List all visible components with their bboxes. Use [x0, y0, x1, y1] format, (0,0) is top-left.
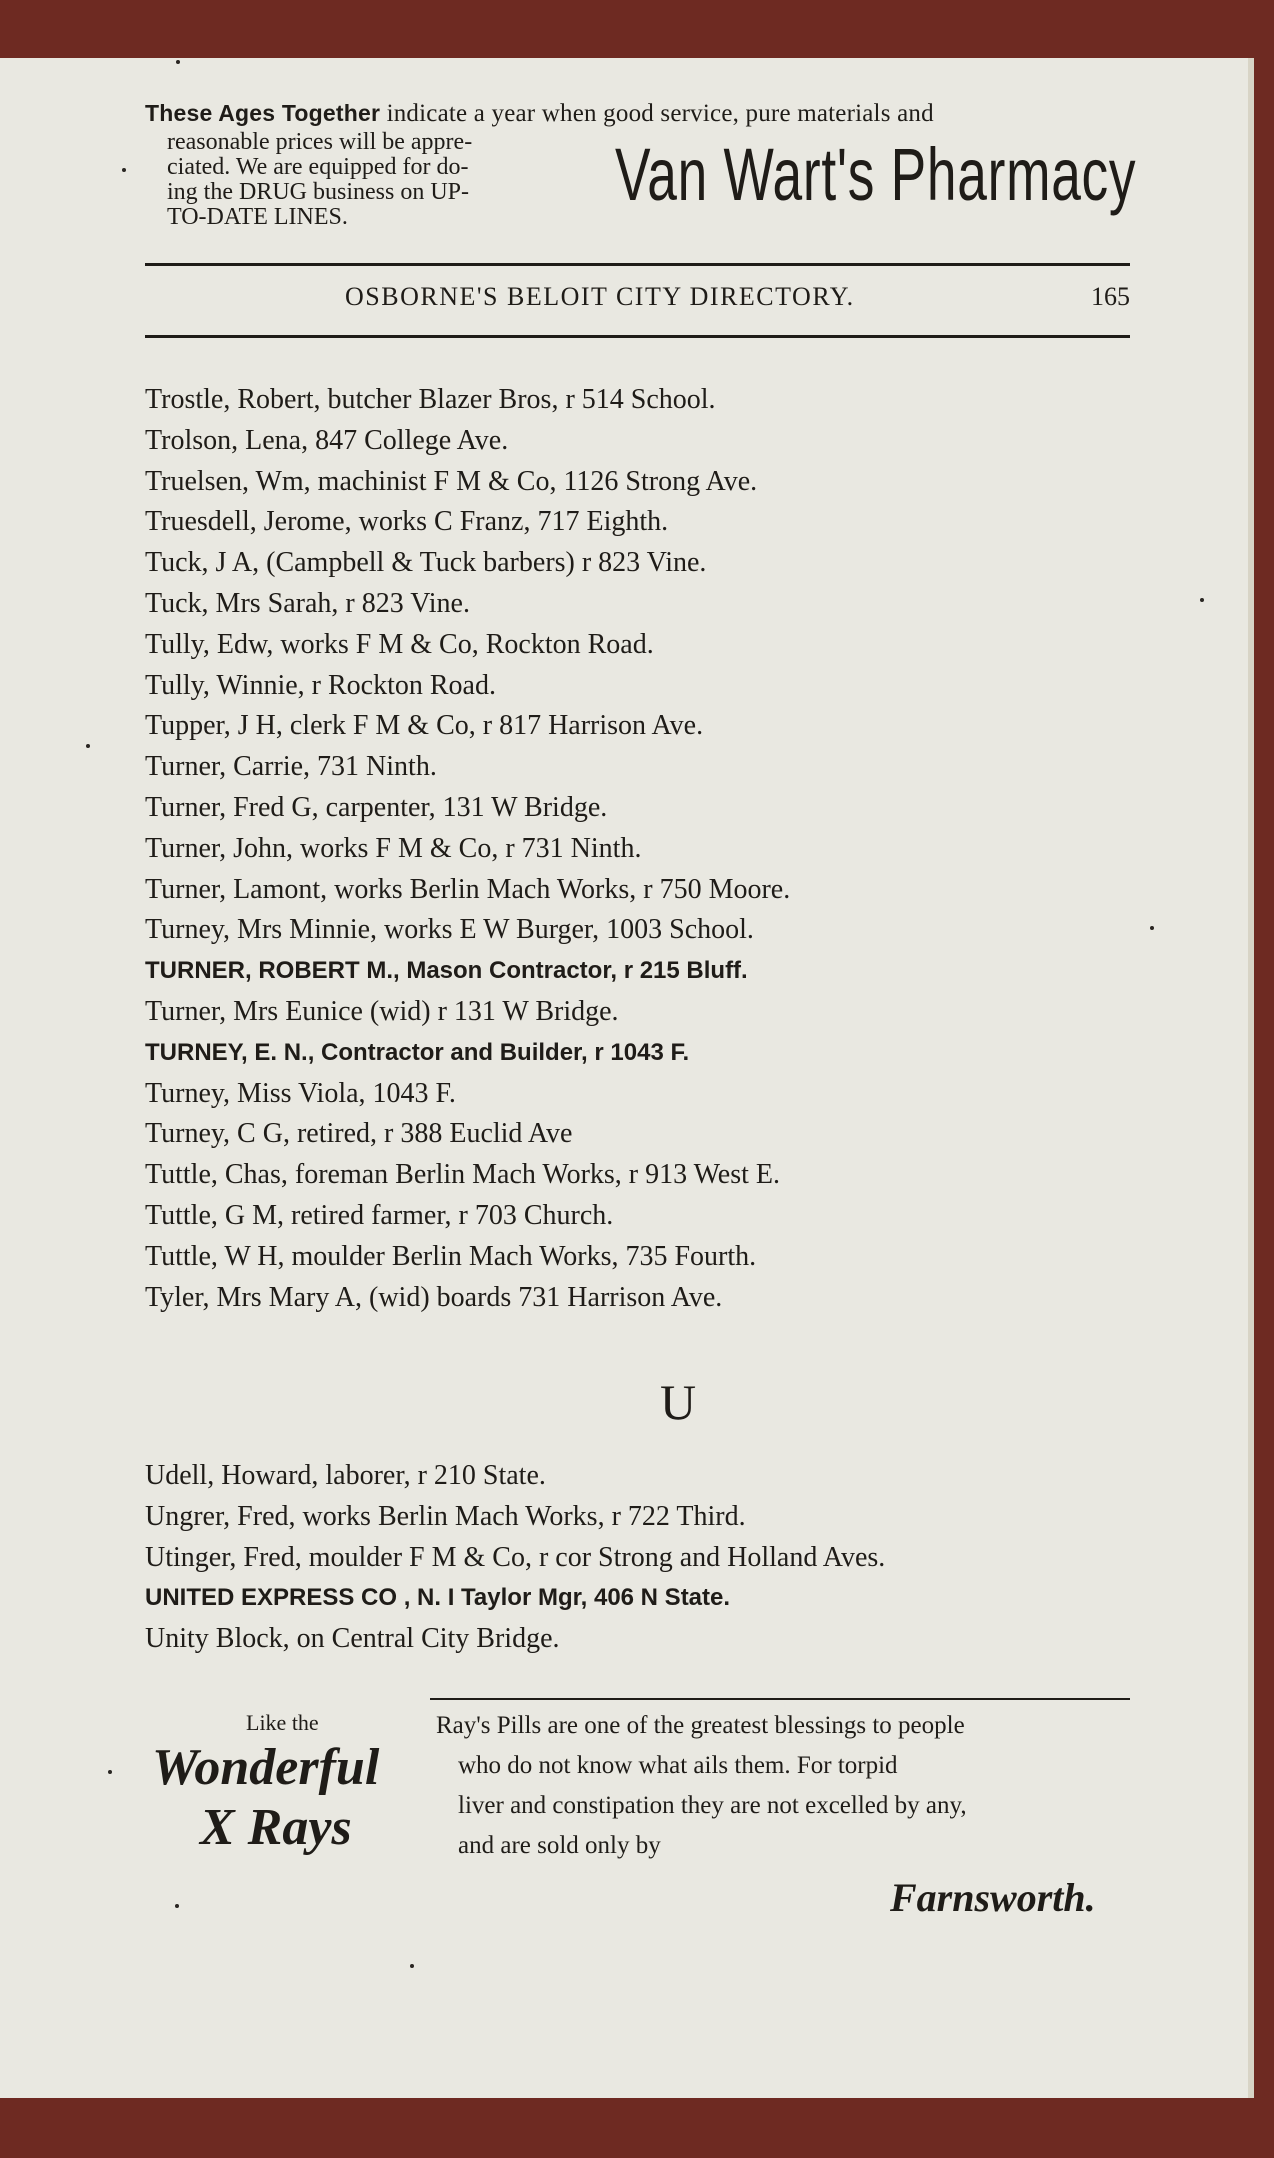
- directory-entry: Tuck, Mrs Sarah, r 823 Vine.: [145, 587, 470, 619]
- directory-entry: Tully, Winnie, r Rockton Road.: [145, 669, 496, 701]
- xrays-ad-heading: [110, 1710, 430, 1856]
- directory-entry: Turney, Miss Viola, 1043 F.: [145, 1077, 456, 1109]
- directory-entry: Turner, Lamont, works Berlin Mach Works, r 750 Moore.: [145, 873, 791, 905]
- section-letter: U: [660, 1374, 697, 1430]
- directory-entry: Tuttle, W H, moulder Berlin Mach Works, 735 Fourth.: [145, 1240, 757, 1272]
- directory-entry: Turner, Fred G, carpenter, 131 W Bridge.: [145, 791, 608, 823]
- directory-page: [0, 58, 1254, 2098]
- print-speck: [1200, 598, 1204, 602]
- print-speck: [175, 1904, 179, 1908]
- directory-entry: Tuttle, G M, retired farmer, r 703 Church.: [145, 1199, 614, 1231]
- top-rule: [145, 263, 1130, 266]
- directory-entry: Trolson, Lena, 847 College Ave.: [145, 424, 509, 456]
- ad-line: who do not know what ails them. For torpid: [458, 1752, 898, 1779]
- print-speck: [1150, 926, 1154, 930]
- print-speck: [122, 168, 126, 172]
- print-speck: [108, 1770, 112, 1774]
- directory-entry: Tupper, J H, clerk F M & Co, r 817 Harrison Ave.: [145, 710, 704, 742]
- entries-u: [145, 1456, 1130, 1660]
- header-rule: [145, 335, 1130, 338]
- entries-t: [145, 380, 1130, 1318]
- directory-entry: Tyler, Mrs Mary A, (wid) boards 731 Harrison Ave.: [145, 1281, 723, 1313]
- directory-entry: UNITED EXPRESS CO , N. I Taylor Mgr, 406 N State.: [145, 1584, 731, 1612]
- running-head: [145, 280, 1130, 320]
- bottom-rule: [430, 1698, 1130, 1700]
- print-speck: [176, 60, 180, 64]
- page-number: 165: [1091, 282, 1130, 311]
- ad-line: liver and constipation they are not excelled by any,: [458, 1792, 967, 1819]
- directory-entry: Turner, Carrie, 731 Ninth.: [145, 751, 437, 783]
- directory-entry: Trostle, Robert, butcher Blazer Bros, r 514 School.: [145, 384, 716, 415]
- directory-entry: Turner, Mrs Eunice (wid) r 131 W Bridge.: [145, 995, 619, 1027]
- ad-like-the: Like the: [246, 1710, 319, 1735]
- ad-wonderful: Wonderful: [152, 1739, 380, 1796]
- directory-entry: Truesdell, Jerome, works C Franz, 717 Eighth.: [145, 506, 669, 538]
- ad-top-body-text: reasonable prices will be appre- ciated. We are equipped for do- ing the DRUG business on UP- TO-DATE LINES.: [167, 129, 473, 230]
- directory-entry: Turney, C G, retired, r 388 Euclid Ave: [145, 1118, 573, 1150]
- print-speck: [86, 744, 90, 748]
- rays-pills-ad-text: [436, 1706, 1138, 1866]
- directory-entry: Ungrer, Fred, works Berlin Mach Works, r 722 Third.: [145, 1500, 746, 1532]
- directory-entry: TURNER, ROBERT M., Mason Contractor, r 215 Bluff.: [145, 957, 748, 985]
- directory-entry: Truelsen, Wm, machinist F M & Co, 1126 Strong Ave.: [145, 465, 758, 497]
- directory-entry: Turner, John, works F M & Co, r 731 Ninth.: [145, 832, 642, 864]
- ad-x-rays: X Rays: [200, 1799, 352, 1856]
- directory-entry: Tully, Edw, works F M & Co, Rockton Road.: [145, 628, 654, 660]
- pharmacy-name: Van Wart's Pharmacy: [615, 133, 1137, 216]
- ad-line: Ray's Pills are one of the greatest blessings to people: [436, 1712, 965, 1739]
- directory-entry: Tuttle, Chas, foreman Berlin Mach Works, r 913 West E.: [145, 1159, 781, 1191]
- print-speck: [410, 1964, 414, 1968]
- ad-top-line1-rest: indicate a year when good service, pure materials and: [380, 100, 934, 127]
- directory-entry: TURNEY, E. N., Contractor and Builder, r 1043 F.: [145, 1038, 690, 1066]
- pharmacy-advertisement: [145, 100, 1137, 255]
- directory-entry: Unity Block, on Central City Bridge.: [145, 1623, 560, 1655]
- ad-top-lead: These Ages Together: [145, 100, 381, 126]
- directory-entry: Turney, Mrs Minnie, works E W Burger, 1003 School.: [145, 914, 754, 946]
- ad-top-first-line: [145, 100, 934, 128]
- directory-entry: Udell, Howard, laborer, r 210 State.: [145, 1460, 546, 1491]
- ad-farnsworth: Farnsworth.: [890, 1875, 1096, 1920]
- directory-entry: Tuck, J A, (Campbell & Tuck barbers) r 823 Vine.: [145, 547, 707, 579]
- directory-title: OSBORNE'S BELOIT CITY DIRECTORY.: [345, 282, 855, 311]
- ad-line: and are sold only by: [458, 1832, 661, 1859]
- directory-entry: Utinger, Fred, moulder F M & Co, r cor Strong and Holland Aves.: [145, 1541, 886, 1573]
